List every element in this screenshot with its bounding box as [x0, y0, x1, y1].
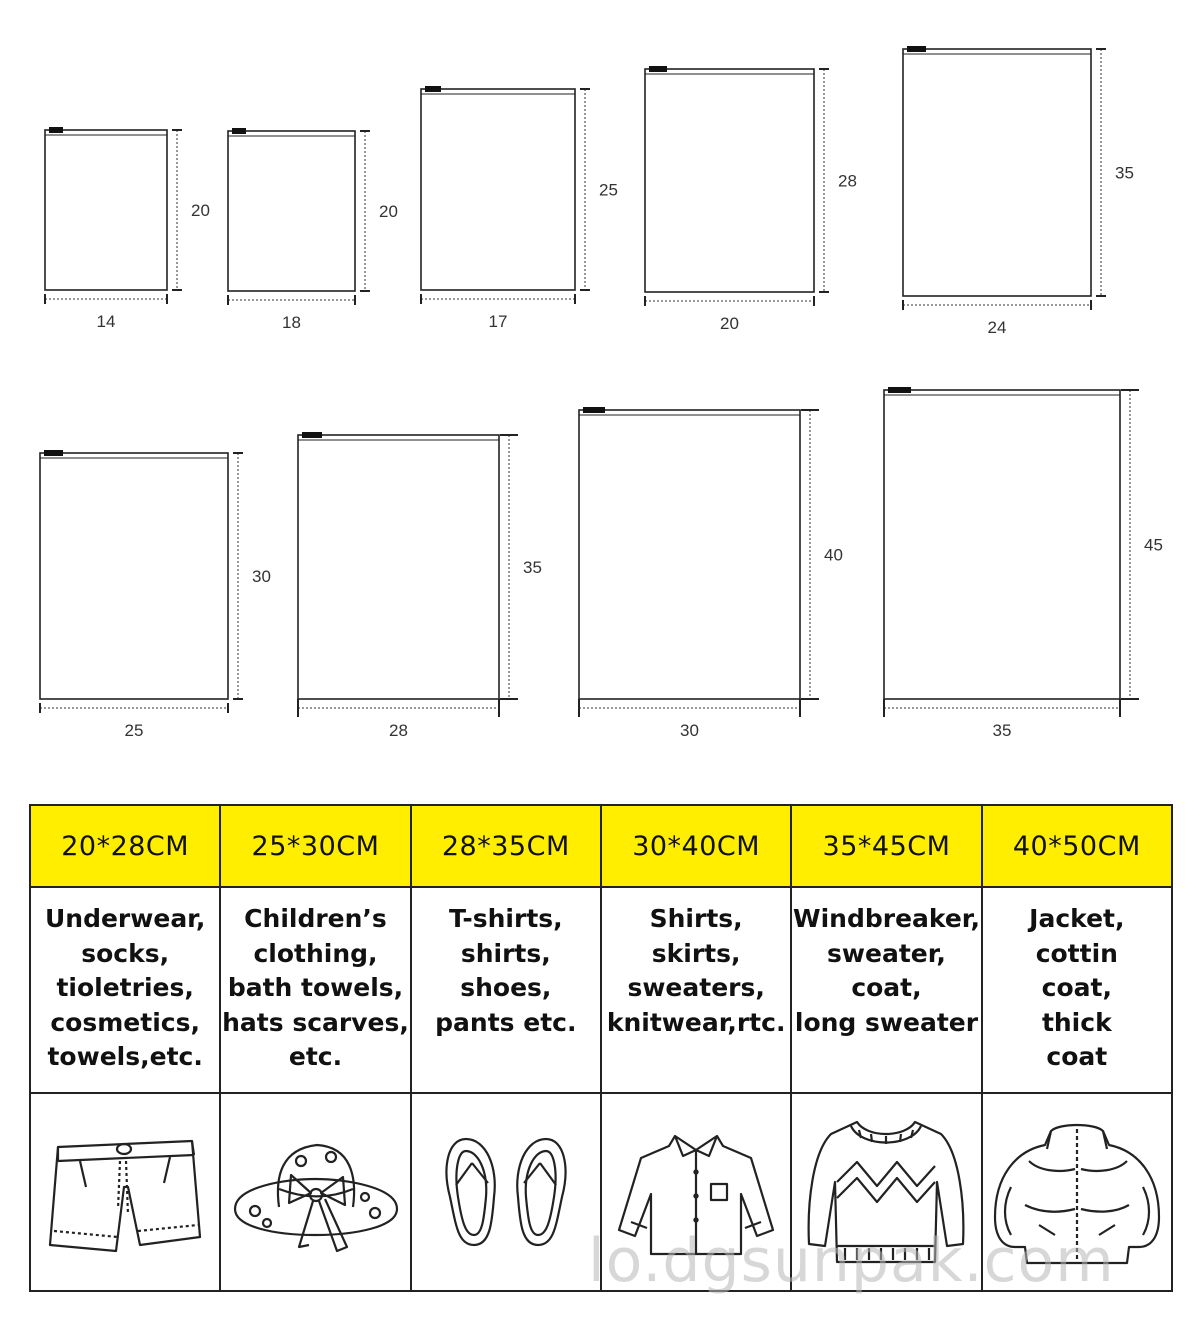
height-label: 40	[824, 545, 843, 565]
zipper-pull	[302, 432, 322, 438]
zipper-pull	[232, 128, 246, 134]
size-header-row	[30, 805, 1172, 887]
usage-text: Children’s clothing, bath towels, hats scarves, etc.	[222, 904, 409, 1071]
height-label: 20	[191, 201, 210, 220]
usage-cell	[791, 887, 981, 1093]
bag-outline	[45, 130, 167, 290]
size-header-cell: 25*30CM	[220, 805, 410, 887]
bag-outline	[421, 89, 575, 290]
height-label: 25	[599, 180, 618, 200]
zipper-pull	[44, 450, 63, 456]
height-label: 45	[1144, 535, 1163, 555]
zipper-pull	[907, 46, 926, 52]
width-label: 30	[680, 721, 699, 740]
width-label: 35	[992, 721, 1012, 740]
size-header-cell: 20*28CM	[30, 805, 220, 887]
usage-cell	[601, 887, 791, 1093]
usage-text: T-shirts, shirts, shoes, pants etc.	[435, 904, 577, 1037]
zipper-pull	[888, 387, 911, 393]
height-label: 20	[379, 202, 398, 221]
height-label: 30	[252, 567, 271, 586]
bag-outline	[884, 390, 1120, 699]
width-label: 28	[389, 721, 408, 740]
usage-text: Shirts, skirts, sweaters, knitwear,rtc.	[606, 904, 786, 1037]
icon-cell	[30, 1093, 220, 1291]
bag-outline	[903, 49, 1091, 296]
size-header-cell: 40*50CM	[982, 805, 1172, 887]
usage-cell	[220, 887, 410, 1093]
watermark: lo.dgsunpak.com	[588, 1226, 1115, 1296]
usage-text: Underwear, socks, tioletries, cosmetics, towels,etc.	[44, 904, 206, 1071]
zipper-pull	[649, 66, 667, 72]
bag-outline	[40, 453, 228, 699]
bag-outline	[579, 410, 800, 699]
width-label: 14	[96, 312, 116, 331]
width-label: 20	[720, 314, 739, 333]
bag-outline	[298, 435, 499, 699]
usage-cell	[30, 887, 220, 1093]
usage-cell	[411, 887, 601, 1093]
bag-outline	[228, 131, 355, 291]
shorts-icon	[40, 1127, 210, 1257]
height-label: 35	[1115, 163, 1134, 183]
width-label: 18	[282, 313, 301, 332]
icon-cell	[220, 1093, 410, 1291]
width-label: 25	[124, 721, 144, 740]
size-header-cell: 30*40CM	[601, 805, 791, 887]
zipper-pull	[49, 127, 63, 133]
usage-cell	[982, 887, 1172, 1093]
bag-outline	[645, 69, 814, 292]
usage-text: Jacket, cottin coat, thick coat	[1029, 904, 1125, 1071]
icon-cell	[411, 1093, 601, 1291]
size-header-cell: 35*45CM	[791, 805, 981, 887]
height-label: 35	[523, 558, 542, 577]
width-label: 24	[987, 318, 1007, 337]
zipper-pull	[583, 407, 605, 413]
usage-text: Windbreaker, sweater, coat, long sweater	[793, 904, 980, 1037]
height-label: 28	[838, 171, 857, 191]
size-usage-table	[29, 804, 1173, 1292]
size-header-cell: 28*35CM	[411, 805, 601, 887]
flip-flops-icon	[436, 1127, 576, 1257]
width-label: 17	[488, 312, 508, 331]
sun-hat-icon	[225, 1127, 405, 1257]
zipper-pull	[425, 86, 441, 92]
usage-row	[30, 887, 1172, 1093]
